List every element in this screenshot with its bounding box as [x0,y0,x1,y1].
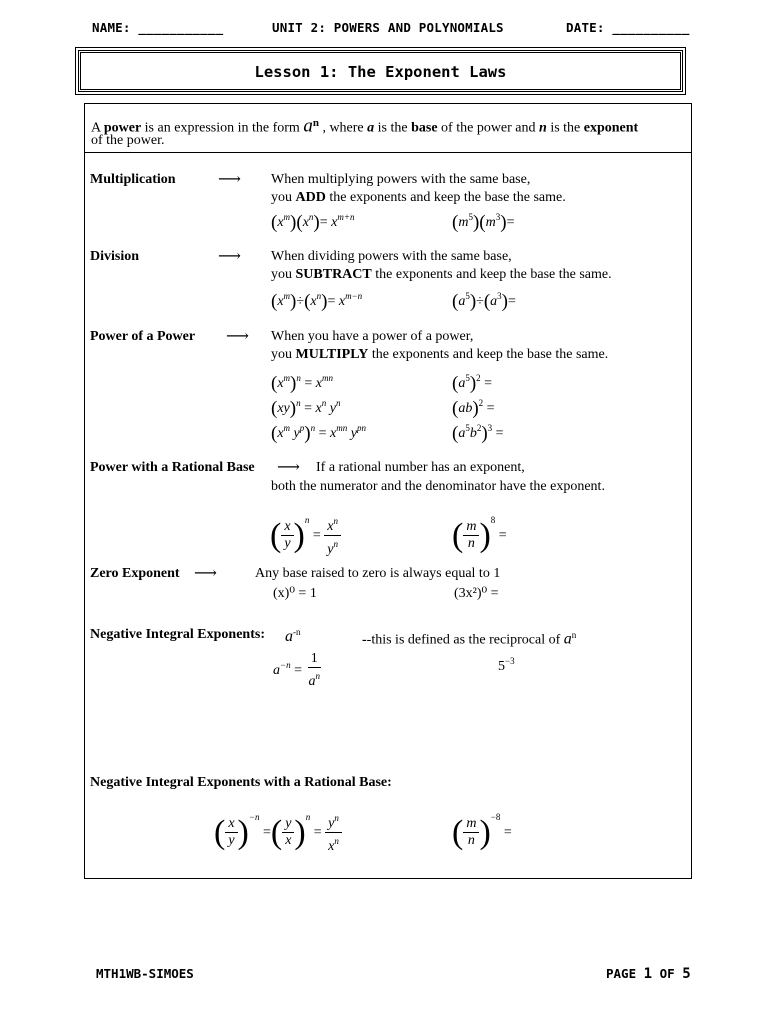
multiplication-rule: $(x^m)(x^n)= x^{m+n}$ [271,212,355,233]
negative-exponent-rule: $a^{-n}$ = $\frac{1}{a^n}$ [273,651,320,690]
negative-exponent-term: $a^{-n}$ [285,627,301,645]
negative-rational-label: Negative Integral Exponents with a Rational Base: [90,775,392,790]
arrow-icon: ⟶ [218,248,241,265]
arrow-icon: ⟶ [277,459,300,476]
power-of-power-line-1: When you have a power of a power, [271,329,474,344]
arrow-icon: ⟶ [226,328,249,345]
arrow-icon: ⟶ [194,565,217,582]
footer-course-code: MTH1WB-SIMOES [96,966,194,981]
multiplication-line-1: When multiplying powers with the same base, [271,172,531,187]
power-of-power-example-1: $(a^5)^2$ = [452,373,493,394]
zero-exponent-label: Zero Exponent [90,566,180,581]
intro-line-1: A power is an expression in the form $a^n$ , where a is the base of the power and n is the exponent [91,115,639,137]
negative-exponent-example: $5^{-3}$ [498,656,515,674]
zero-exponent-line-1: Any base raised to zero is always equal to 1 [255,566,501,581]
lesson-title: Lesson 1: The Exponent Laws [254,63,507,81]
negative-exponent-desc: --this is defined as the reciprocal of $a^n$ [362,630,577,648]
rational-base-line-2: both the numerator and the denominator have the exponent. [271,479,605,494]
negative-exponent-label: Negative Integral Exponents: [90,627,265,642]
division-line-1: When dividing powers with the same base, [271,249,512,264]
multiplication-line-2: you ADD the exponents and keep the base the same. [271,190,566,205]
unit-title: UNIT 2: POWERS AND POLYNOMIALS [272,20,504,35]
rational-base-label: Power with a Rational Base [90,460,255,475]
date-label: DATE: __________ [566,20,690,35]
division-example: $(a^5)\div(a^3)=$ [452,291,516,312]
rational-base-example: ( $\frac{m}{n}$ )$^8$ = [452,515,507,554]
power-of-power-example-2: (ab)$^2$ = [452,398,495,419]
power-of-power-rule-3: ($x^m$ $y^p)^n = x^{mn}$ $y^{pn}$ [271,423,366,444]
division-label: Division [90,249,140,264]
intro-line-2: of the power. [91,133,165,148]
negative-rational-rule: ( $\frac{x}{y}$ )$^{-n}$ =( $\frac{y}{x}$ )$^n$ = $\frac{y^n}{x^n}$ [214,797,342,855]
power-of-power-line-2: you MULTIPLY the exponents and keep the base the same. [271,347,609,362]
division-rule: $(x^m)\div(x^n)= x^{m-n}$ [271,291,363,312]
rational-base-line-1: If a rational number has an exponent, [316,460,525,475]
footer-page-number: PAGE 1 OF 5 [606,966,691,982]
power-of-power-rule-1: $(x^m)^n = x^{mn}$ [271,373,333,394]
power-of-power-example-3: $(a^5b^2)^3$ = [452,423,504,444]
arrow-icon: ⟶ [218,171,241,188]
negative-rational-example: ( $\frac{m}{n}$ )$^{-8}$ = [452,812,512,851]
name-label: NAME: ___________ [92,20,224,35]
division-line-2: you SUBTRACT the exponents and keep the base the same. [271,267,612,282]
multiplication-example: $(m^5)(m^3)=$ [452,212,515,233]
zero-exponent-example-1: (x)⁰ = 1 [273,586,317,601]
power-of-power-rule-2: $(xy)^n = x^n$ $y^n$ [271,398,341,419]
power-of-power-label: Power of a Power [90,329,196,344]
multiplication-label: Multiplication [90,172,176,187]
rational-base-rule: ( $\frac{x}{y}$ )$^n$ = $\frac{x^n}{y^n}$ [270,500,341,558]
lesson-title-box [78,50,683,92]
zero-exponent-example-2: (3x²)⁰ = [454,586,499,601]
intro-divider [85,152,691,153]
